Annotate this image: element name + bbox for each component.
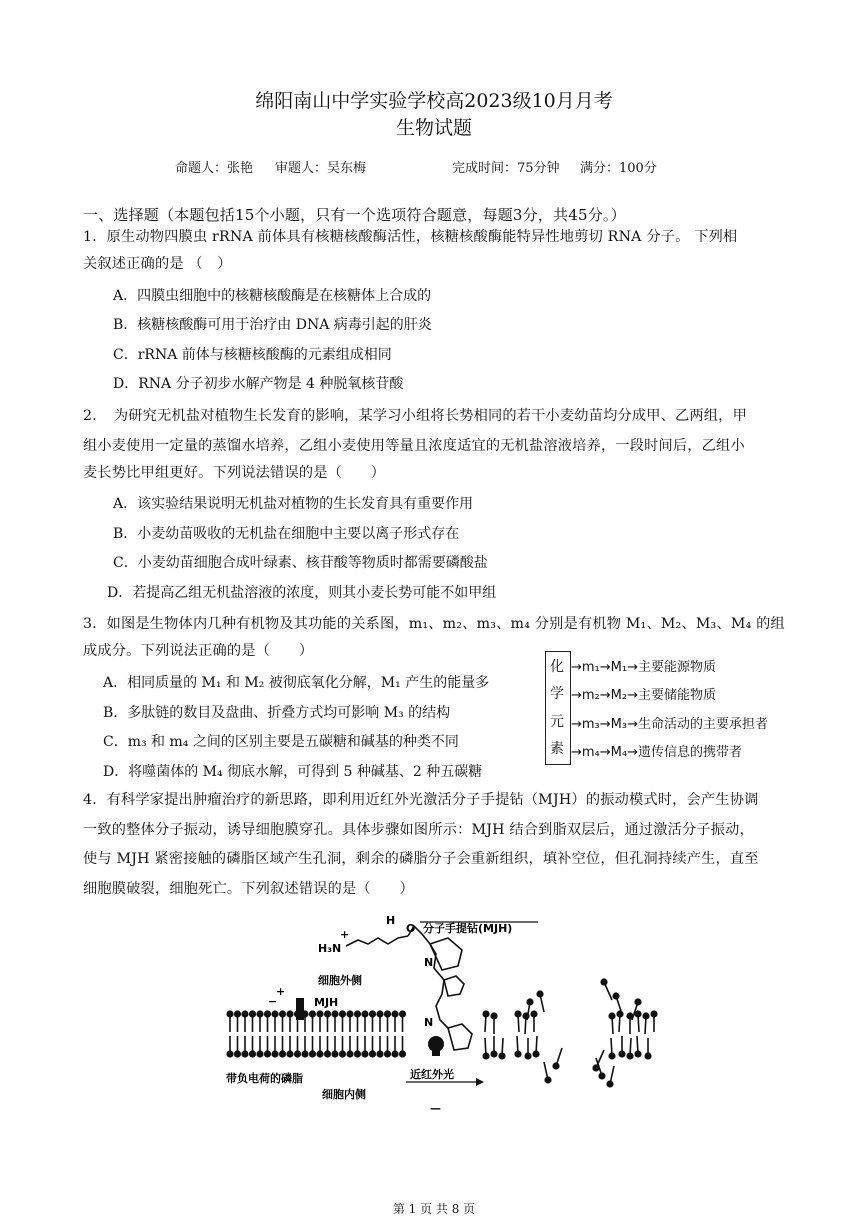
flow-row-4: →m₄→M₄→遗传信息的携带者 bbox=[571, 745, 742, 760]
q2-option-c: C．小麦幼苗细胞合成叶绿素、核苷酸等物质时都需要磷酸盐 bbox=[113, 555, 488, 571]
phospholipid bbox=[600, 978, 612, 1000]
phospholipid bbox=[316, 1036, 323, 1058]
phospholipid bbox=[279, 1036, 286, 1058]
phospholipid bbox=[234, 1010, 241, 1032]
q3-option-c: C．m₃ 和 m₄ 之间的区别主要是五碳糖和碱基的种类不同 bbox=[103, 734, 459, 750]
phospholipid bbox=[634, 1036, 641, 1058]
q4-stem-line1: 4．有科学家提出肿瘤治疗的新思路，即利用近红外光激活分子手提钻（MJH）的振动模式时，会产生协调 bbox=[83, 792, 759, 808]
phospholipid bbox=[264, 1010, 271, 1032]
exam-title: 绵阳南山中学实验学校高2023级10月月考 bbox=[255, 90, 613, 112]
phospholipid bbox=[369, 1010, 376, 1032]
box-char-4: 素 bbox=[550, 741, 564, 757]
phospholipid bbox=[498, 1038, 505, 1060]
q1-option-a: A．四膜虫细胞中的核糖核酸酶是在核糖体上合成的 bbox=[113, 288, 432, 304]
section-heading: 一、选择题（本题包括15个小题，只有一个选项符合题意，每题3分，共45分。） bbox=[83, 206, 626, 224]
phospholipid bbox=[294, 1010, 301, 1032]
phospholipid bbox=[644, 1038, 651, 1060]
phospholipid bbox=[339, 1036, 346, 1058]
phospholipid bbox=[650, 1010, 657, 1032]
q3-option-a: A．相同质量的 M₁ 和 M₂ 被彻底氧化分解，M₁ 产生的能量多 bbox=[103, 675, 490, 691]
lipid-bilayer-intact bbox=[226, 1010, 406, 1057]
phospholipid bbox=[339, 1010, 346, 1032]
box-char-3: 元 bbox=[550, 714, 564, 730]
phospholipid bbox=[301, 1010, 308, 1032]
phospholipid bbox=[324, 1036, 331, 1058]
phospholipid bbox=[524, 1038, 531, 1060]
phospholipid bbox=[271, 1010, 278, 1032]
phospholipid bbox=[642, 1012, 649, 1034]
phospholipid bbox=[626, 1038, 633, 1060]
charged-lipid-label: 带负电荷的磷脂 bbox=[226, 1072, 303, 1085]
q3-stem-line2: 成成分。下列说法正确的是（ ） bbox=[83, 643, 314, 659]
phospholipid bbox=[482, 1038, 489, 1060]
phospholipid bbox=[279, 1010, 286, 1032]
box-char-1: 化 bbox=[550, 659, 564, 675]
phospholipid bbox=[544, 1062, 552, 1084]
phospholipid bbox=[399, 1036, 406, 1058]
q2-option-d: D．若提高乙组无机盐溶液的浓度，则其小麦长势可能不如甲组 bbox=[107, 585, 497, 601]
phospholipid bbox=[354, 1036, 361, 1058]
phospholipid bbox=[256, 1036, 263, 1058]
phospholipid bbox=[361, 1036, 368, 1058]
q1-option-b: B．核糖核酸酶可用于治疗由 DNA 病毒引起的肝炎 bbox=[113, 317, 432, 333]
phospholipid bbox=[376, 1036, 383, 1058]
phospholipid bbox=[361, 1010, 368, 1032]
q4-stem-line4: 细胞膜破裂，细胞死亡。下列叙述错误的是（ ） bbox=[83, 881, 414, 897]
phospholipid bbox=[612, 992, 622, 1014]
q1-stem-line2: 关叙述正确的是 （ ） bbox=[83, 256, 232, 272]
phospholipid bbox=[532, 1036, 539, 1058]
mjh-membrane-diagram bbox=[218, 910, 668, 1120]
phospholipid bbox=[301, 1036, 308, 1058]
author-label: 命题人：张艳 bbox=[175, 161, 254, 176]
phospholipid bbox=[384, 1010, 391, 1032]
dash-mark: — bbox=[430, 1102, 441, 1115]
flow-row-2: →m₂→M₂→主要储能物质 bbox=[571, 688, 716, 703]
lipid-bilayer-disrupted bbox=[482, 978, 657, 1087]
phospholipid bbox=[634, 1010, 641, 1032]
score-label: 满分：100分 bbox=[580, 161, 657, 176]
phospholipid bbox=[376, 1010, 383, 1032]
q1-option-c: C．rRNA 前体与核糖核酸酶的元素组成相同 bbox=[113, 347, 392, 363]
phospholipid bbox=[331, 1010, 338, 1032]
phospholipid bbox=[490, 1012, 497, 1034]
phospholipid bbox=[530, 1010, 537, 1032]
phospholipid bbox=[309, 1036, 316, 1058]
nitrogen-label-1: N bbox=[424, 956, 434, 969]
phospholipid bbox=[286, 1036, 293, 1058]
phospholipid bbox=[226, 1010, 233, 1032]
reviewer-label: 审题人：吴东梅 bbox=[275, 161, 367, 176]
phospholipid bbox=[346, 1010, 353, 1032]
nitrogen-label-2: N bbox=[424, 1016, 434, 1029]
phospholipid bbox=[256, 1010, 263, 1032]
amine-plus: + bbox=[340, 928, 350, 941]
inside-label: 细胞内侧 bbox=[322, 1088, 366, 1101]
exam-subtitle: 生物试题 bbox=[395, 117, 472, 139]
phospholipid bbox=[249, 1010, 256, 1032]
phospholipid bbox=[391, 1010, 398, 1032]
phospholipid bbox=[399, 1010, 406, 1032]
outside-label: 细胞外侧 bbox=[318, 974, 362, 987]
phospholipid bbox=[286, 1010, 293, 1032]
phospholipid bbox=[618, 1036, 625, 1058]
nir-light-label: 近红外光 bbox=[410, 1068, 454, 1081]
phospholipid bbox=[482, 1010, 489, 1032]
phospholipid bbox=[241, 1010, 248, 1032]
phospholipid bbox=[294, 1036, 301, 1058]
phospholipid bbox=[241, 1036, 248, 1058]
mjh-label: MJH bbox=[314, 996, 339, 1009]
q2-stem-line1: 2． 为研究无机盐对植物生长发育的影响，某学习小组将长势相同的若干小麦幼苗均分成甲、乙两组，甲 bbox=[83, 408, 747, 424]
q2-option-a: A．该实验结果说明无机盐对植物的生长发育具有重要作用 bbox=[113, 496, 474, 512]
phospholipid bbox=[514, 1010, 521, 1032]
phospholipid bbox=[316, 1010, 323, 1032]
phospholipid bbox=[608, 1038, 615, 1060]
amine-label: H₃N bbox=[318, 942, 342, 955]
phospholipid bbox=[346, 1036, 353, 1058]
flow-row-3: →m₃→M₃→生命活动的主要承担者 bbox=[571, 717, 768, 732]
phospholipid bbox=[226, 1036, 233, 1058]
q4-stem-line2: 一致的整体分子振动，诱导细胞膜穿孔。具体步骤如图所示：MJH 结合到脂双层后，通过激活分子振动， bbox=[83, 822, 754, 838]
phospholipid bbox=[391, 1036, 398, 1058]
phospholipid bbox=[369, 1036, 376, 1058]
phospholipid bbox=[606, 1066, 614, 1088]
phospholipid bbox=[536, 990, 544, 1012]
phospholipid bbox=[249, 1036, 256, 1058]
lightbulb-icon bbox=[428, 1036, 444, 1056]
plus-sign: + bbox=[276, 985, 286, 998]
phospholipid bbox=[354, 1010, 361, 1032]
phospholipid bbox=[331, 1036, 338, 1058]
q2-stem-line3: 麦长势比甲组更好。下列说法错误的是（ ） bbox=[83, 465, 386, 481]
phospholipid bbox=[324, 1010, 331, 1032]
q3-option-b: B．多肽链的数目及盘曲、折叠方式均可影响 M₃ 的结构 bbox=[103, 705, 451, 721]
q3-stem-line1: 3．如图是生物体内几种有机物及其功能的关系图，m₁、m₂、m₃、m₄ 分别是有机物 M₁、M₂、M₃、M₄ 的组 bbox=[83, 616, 785, 632]
box-char-2: 学 bbox=[550, 686, 564, 702]
q4-stem-line3: 使与 MJH 紧密接触的磷脂区域产生孔洞，剩余的磷脂分子会重新组织，填补空位，但孔洞持续产生，直至 bbox=[83, 851, 759, 867]
q3-option-d: D．将噬菌体的 M₄ 彻底水解，可得到 5 种碱基、2 种五碳糖 bbox=[103, 764, 483, 780]
minus-sign: − bbox=[268, 995, 278, 1008]
phospholipid bbox=[626, 1012, 633, 1034]
phospholipid bbox=[264, 1036, 271, 1058]
phospholipid bbox=[271, 1036, 278, 1058]
q2-option-b: B．小麦幼苗吸收的无机盐在细胞中主要以离子形式存在 bbox=[113, 526, 460, 542]
phospholipid bbox=[608, 1012, 615, 1034]
oxygen-label: O bbox=[406, 922, 416, 935]
phospholipid bbox=[490, 1036, 497, 1058]
hydrogen-label: H bbox=[386, 914, 396, 927]
phospholipid bbox=[234, 1036, 241, 1058]
phospholipid bbox=[514, 1036, 521, 1058]
page-number: 第 1 页 共 8 页 bbox=[392, 1202, 476, 1216]
q1-stem-line1: 1．原生动物四膜虫 rRNA 前体具有核糖核酸酶活性，核糖核酸酶能特异性地剪切 RNA 分子。 下列相 bbox=[83, 229, 738, 245]
flow-row-1: →m₁→M₁→主要能源物质 bbox=[571, 660, 716, 675]
mjh-title-label: 分子手提钻(MJH) bbox=[423, 922, 513, 935]
phospholipid bbox=[552, 1048, 562, 1070]
q1-option-d: D．RNA 分子初步水解产物是 4 种脱氧核苷酸 bbox=[113, 376, 404, 392]
phospholipid bbox=[384, 1036, 391, 1058]
duration-label: 完成时间：75分钟 bbox=[452, 161, 560, 176]
chemical-elements-box bbox=[545, 651, 571, 765]
q2-stem-line2: 组小麦使用一定量的蒸馏水培养，乙组小麦使用等量且浓度适宜的无机盐溶液培养，一段时间后，乙组小 bbox=[83, 438, 745, 454]
phospholipid bbox=[592, 1050, 604, 1072]
phospholipid bbox=[309, 1010, 316, 1032]
